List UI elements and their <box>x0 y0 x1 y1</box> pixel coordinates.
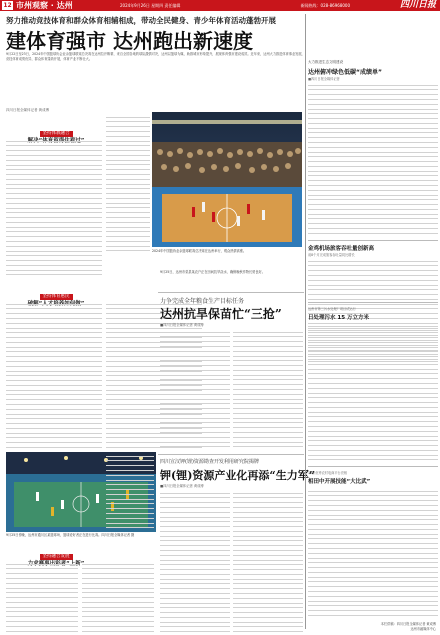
body-column-2 <box>106 113 150 253</box>
article-2-title: 达州抗旱保苗忙“三抢” <box>160 307 282 321</box>
subhead-2-tag: 坚持体育惠民 <box>40 294 73 300</box>
sidebar-story-1-body <box>308 81 438 236</box>
sidebar-story-4-body <box>308 487 438 619</box>
newspaper-logo: 四川日报 <box>399 0 436 10</box>
right-sidebar <box>308 14 438 635</box>
photo-2-caption: 9月25日傍晚，达州市通川区某篮球场，篮球爱好者正在进行比赛。四川日报全媒体记者 摄 <box>6 533 135 537</box>
sidebar-story-2-kicker: 前8个月完成旅客吞吐量同比增长 <box>308 253 355 257</box>
body-column-3a <box>6 560 78 632</box>
sidebar-top-label: 大力推进生态文明建设 <box>308 60 343 64</box>
sidebar-footer-line-2: 达州市融媒体中心 <box>410 626 436 631</box>
article-3-column-2 <box>233 489 303 632</box>
subhead-3-tag: 坚持融合发展 <box>40 554 73 560</box>
subhead-1-tag: 坚持体教融合 <box>40 131 73 137</box>
sidebar-divider-2 <box>308 240 438 241</box>
article-2-byline: ■四川日报全媒体记者 黄成博 <box>160 323 204 327</box>
subhead-2-title: 破解“人才培养如何做” <box>27 301 85 307</box>
article-2-kicker: 力争完成全年粮食生产目标任务 <box>160 298 245 305</box>
sidebar-footer-line-1: 本栏供稿：四川日报全媒体记者 黄成博 <box>380 622 436 626</box>
page-number: 12 <box>3 2 12 9</box>
sidebar-divider-4 <box>308 466 438 467</box>
body-column-1b <box>6 300 102 450</box>
article-3-title: 钾(锂)资源产业化再添“生力军” <box>160 469 316 482</box>
main-byline: 四川日报全媒体记者 黄成博 <box>6 108 50 112</box>
sidebar-story-2-title: 金鸡机场旅客吞吐量创新高 <box>308 246 375 252</box>
article-3-kicker: 四川宣汉钾(锂)资源勘查开发利用研究院揭牌 <box>160 459 259 465</box>
body-column-3b <box>82 560 154 632</box>
sidebar-footer <box>381 622 436 631</box>
sidebar-divider <box>305 14 306 629</box>
article-3-byline: ■四川日报全媒体记者 黄成博 <box>160 484 204 488</box>
sidebar-story-4-title: 相田中开展技能“大比武” <box>308 479 371 485</box>
divider-article-3 <box>158 454 304 455</box>
article-2-photo-caption: 9月25日，达州市渠县某农户正在田间抗旱浇水，确保晚秋作物长势良好。 <box>160 270 265 274</box>
main-kicker: 努力推动竞技体育和群众体育相辅相成，带动全民健身、青少年体育活动蓬勃开展 <box>6 16 276 25</box>
body-column-1a <box>6 137 102 277</box>
section-title: 市州观察 · 达州 <box>16 1 73 10</box>
sidebar-story-4-kicker: 31家优秀农村电商平台亮相 <box>308 471 348 475</box>
sidebar-story-1-byline: ■四川日报全媒体记者 <box>308 77 340 81</box>
subhead-1-title: 解决“体育留得住看过” <box>27 138 85 144</box>
sidebar-story-1-title: 达州俯冲绿色低碳“成绩单” <box>308 69 382 76</box>
article-2-column-1 <box>160 328 230 448</box>
news-hotline: 新闻热线：028-86968000 <box>300 3 350 8</box>
body-column-3c <box>106 452 154 530</box>
sidebar-story-3-title: 日处理污水 15 万立方米 <box>308 315 369 321</box>
page-header-bar <box>0 0 440 11</box>
sidebar-story-3-kicker: 达州市第三污水处理厂项目试运行 <box>308 307 356 311</box>
photo-basketball-crowd <box>152 112 302 247</box>
main-headline: 建体育强市 达州跑出新速度 <box>6 29 253 53</box>
issue-date: 2024年9月26日 星期四 责任编辑 <box>120 3 181 8</box>
photo-1-caption: 2024年中国篮协业余篮球联赛总决赛在达州举行，观众热情高涨。 <box>152 249 247 253</box>
divider-article-2 <box>158 292 304 293</box>
subhead-3-title: 力求赛事出彩者“上新” <box>27 561 85 567</box>
sidebar-divider-3 <box>308 302 438 303</box>
sidebar-story-3-body <box>308 322 438 462</box>
article-3-column-1 <box>160 489 230 632</box>
article-2-column-2 <box>233 328 303 448</box>
main-lead: 9月22日至23日，2024年中国篮球协会业余篮球联赛总决赛在达州拉开帷幕，来自全国各地的球队激情对决，达州以篮球为媒，助推城市形象提升，展现体育强市建设成效。近年来，达州大力推进体育事业发展，竞技体育成绩优异，群众体育蓬勃开展，体育产业不断壮大。 <box>6 52 305 61</box>
